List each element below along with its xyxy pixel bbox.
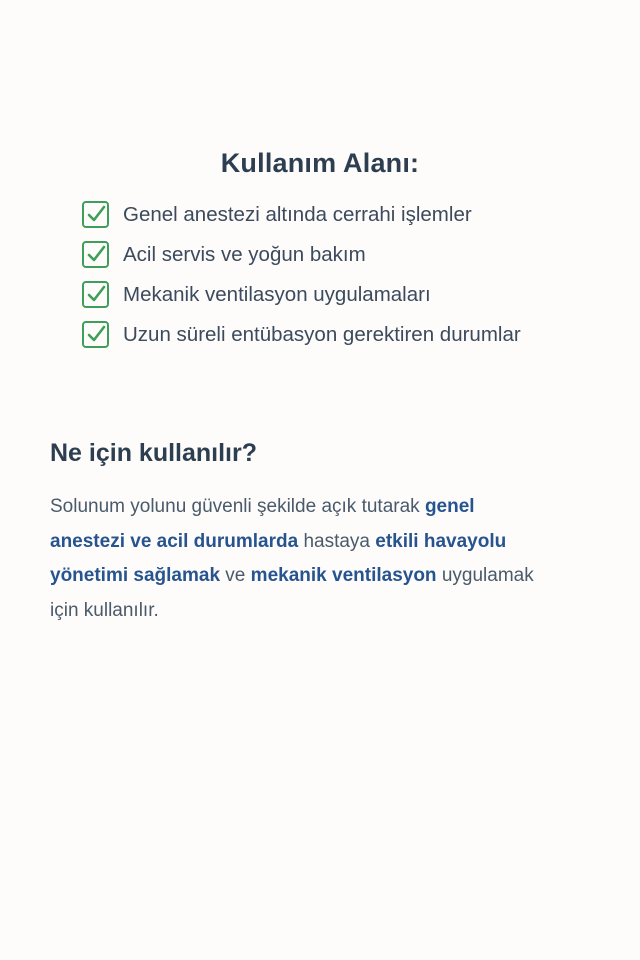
why-title: Ne için kullanılır?	[50, 439, 257, 467]
why-section	[0, 361, 640, 628]
why-paragraph	[50, 490, 550, 628]
why-text-part-1: Solunum yolunu güvenli şekilde açık tutarak	[50, 496, 420, 517]
why-text-part-4: uygulamak için kullanılır.	[50, 565, 534, 621]
check-square-icon	[82, 281, 109, 308]
list-item	[82, 321, 600, 348]
list-item	[82, 241, 600, 268]
why-highlight-2: etkili havayolu yönetimi sağlamak	[50, 530, 507, 587]
check-square-icon	[82, 201, 109, 228]
usage-title: Kullanım Alanı:	[220, 148, 420, 178]
usage-item-label: Uzun süreli entübasyon gerektiren durumlar	[123, 322, 521, 346]
why-highlight-1: genel anestezi ve acil durumlarda	[50, 496, 475, 552]
usage-item-label: Mekanik ventilasyon uygulamaları	[123, 282, 431, 306]
why-text-part-2: hastaya	[298, 530, 370, 552]
usage-section	[0, 0, 640, 348]
list-item	[82, 201, 600, 228]
usage-list	[40, 201, 600, 348]
check-square-icon	[82, 321, 109, 348]
check-square-icon	[82, 241, 109, 268]
usage-item-label: Acil servis ve yoğun bakım	[123, 242, 366, 266]
why-text-part-3: ve	[220, 565, 246, 587]
why-highlight-3: mekanik ventilasyon	[250, 565, 437, 587]
list-item	[82, 281, 600, 308]
usage-item-label: Genel anestezi altında cerrahi işlemler	[123, 202, 472, 226]
